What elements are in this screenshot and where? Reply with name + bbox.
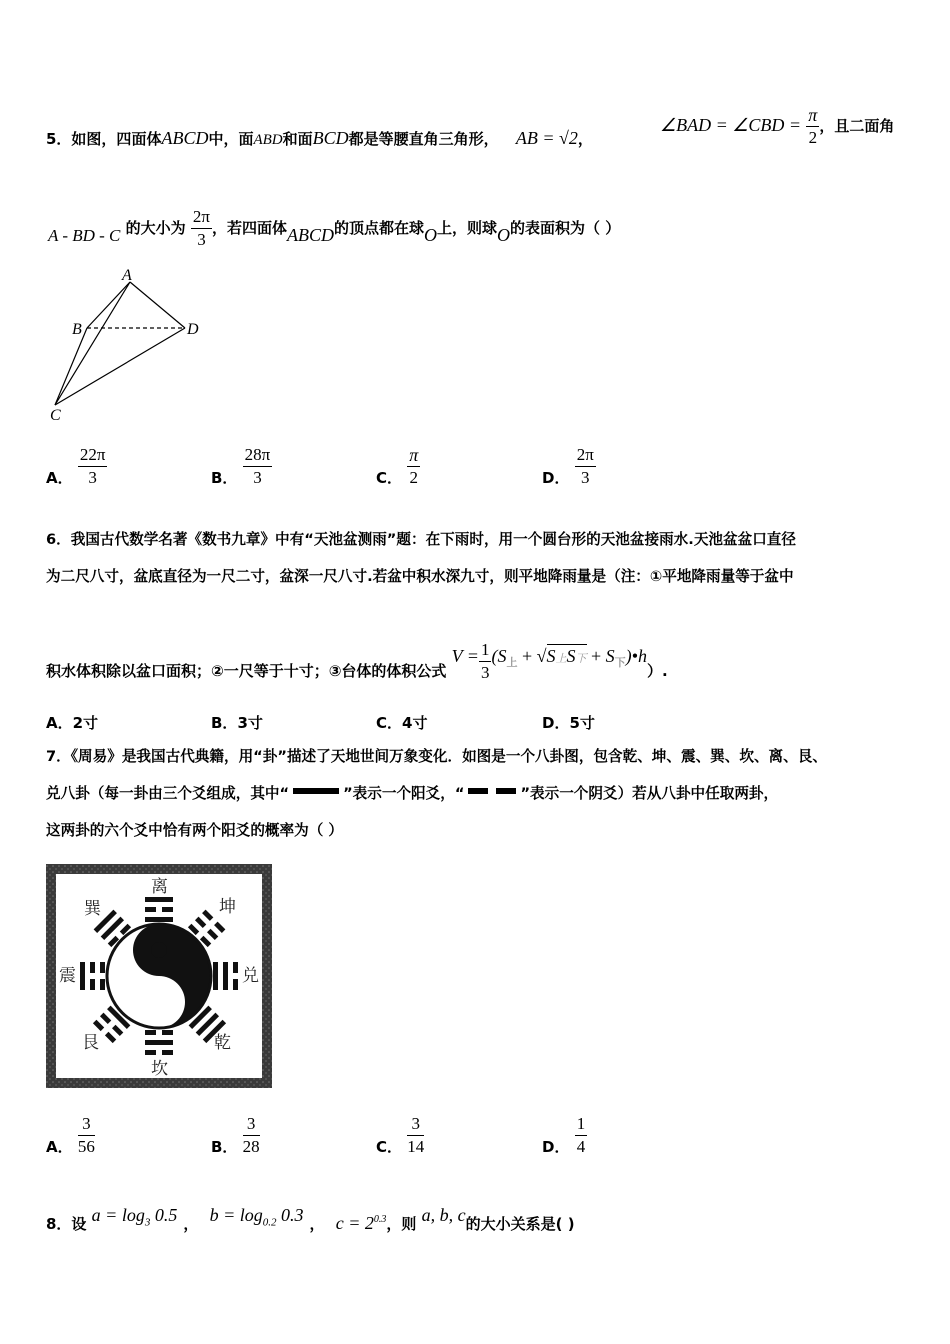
fraction-2pi-over-3: $\frac{2\pi}{3}$ [192,207,210,249]
sqrt-product: S上S下 [546,646,587,666]
math-c-def: $c = 2^{0.3}$ [335,1213,387,1233]
q5-angle-formula: ∠BAD = ∠CBD = $\frac{\pi}{2}$ ，且二面角 [660,105,895,147]
yang-yao-symbol [293,788,339,794]
bagua-label-kun: 坤 [219,897,236,917]
math-a-def: $a = \log_3 0.5$ [91,1205,178,1229]
bagua-label-qian: 乾 [214,1033,231,1053]
math-ab-sqrt2: AB = √2 [515,128,578,148]
q7-option-b[interactable]: B． $\frac{3}{28}$ [211,1114,260,1156]
vertex-label-c: C [50,407,61,424]
math-dihedral: A - BD - C [48,226,121,245]
taiji-symbol [107,924,211,1028]
q5-line2: A - BD - C 的大小为 $\frac{2\pi}{3}$ ，若四面体ABCD的顶点都在球O上，则球O的表面积为（ ） [48,207,621,249]
bagua-label-zhen: 震 [59,966,76,986]
q6-option-a[interactable]: A．2寸 [46,714,99,732]
q7-line1: 7．《周易》是我国古代典籍，用“卦”描述了天地世间万象变化．如图是一个八卦图，包含乾、坤、震、巽、坎、离、艮、 [46,748,827,765]
q6-line2: 为二尺八寸，盆底直径为一尺二寸，盆深一尺八寸.若盆中积水深九寸，则平地降雨量是（注：①平地降雨量等于盆中 [46,568,794,585]
q6-line1: 6．我国古代数学名著《数书九章》中有“天池盆测雨”题：在下雨时，用一个圆台形的天池盆接雨水.天池盆盆口直径 [46,531,796,548]
q5-option-c[interactable]: C． $\frac{\pi}{2}$ [376,445,419,487]
vertex-label-d: D [187,321,199,338]
q7-option-a[interactable]: A． $\frac{3}{56}$ [46,1114,95,1156]
q7-option-d[interactable]: D． $\frac{1}{4}$ [542,1114,586,1156]
math-abcd: ABCD [161,128,209,148]
bagua-label-kan: 坎 [151,1059,168,1079]
tetrahedron-figure [40,262,220,427]
q5-option-d[interactable]: D． $\frac{2\pi}{3}$ [542,445,594,487]
math-abd: ABD [253,132,283,148]
q6-line3: 积水体积除以盆口面积；②一尺等于十寸；③台体的体积公式 V = $\frac{1}{3}$ (S上 + √S上S下 + S下)•h）. [46,640,668,682]
q7-line2: 兑八卦（每一卦由三个爻组成，其中“ ”表示一个阳爻，“ ”表示一个阴爻）若从八卦中任取两卦， [46,785,779,802]
bagua-figure [46,864,272,1088]
yin-yao-symbol [468,788,516,794]
q6-option-b[interactable]: B．3寸 [211,714,263,732]
fraction-one-third: $\frac{1}{3}$ [480,640,490,682]
bagua-label-li: 离 [151,877,168,897]
q6-option-c[interactable]: C．4寸 [376,714,428,732]
bagua-label-dui: 兑 [242,966,259,986]
q5-option-b[interactable]: B． $\frac{28\pi}{3}$ [211,445,271,487]
q8-line: 8．设 $a = \log_3 0.5$ ， $b = \log_{0.2} 0.3$ ， $c = 2^{0.3}$，则 a, b, c的大小关系是( ) [46,1205,575,1233]
vertex-label-a: A [122,267,132,284]
q5-line1: 5．如图，四面体ABCD中，面ABD和面BCD都是等腰直角三角形， AB = √2， [46,128,593,148]
math-abc: a, b, c [421,1205,466,1225]
bagua-label-gen: 艮 [82,1033,99,1053]
math-bcd: BCD [312,128,349,148]
q6-option-d[interactable]: D．5寸 [542,714,595,732]
q7-line3: 这两卦的六个爻中恰有两个阳爻的概率为（ ） [46,822,343,839]
q5-option-a[interactable]: A． $\frac{22\pi}{3}$ [46,445,106,487]
vertex-label-b: B [72,321,82,338]
bagua-label-xun: 巽 [84,899,101,919]
math-b-def: $b = \log_{0.2} 0.3$ [209,1205,304,1229]
fraction-pi-over-2: $\frac{\pi}{2}$ [808,105,818,147]
q7-option-c[interactable]: C． $\frac{3}{14}$ [376,1114,425,1156]
